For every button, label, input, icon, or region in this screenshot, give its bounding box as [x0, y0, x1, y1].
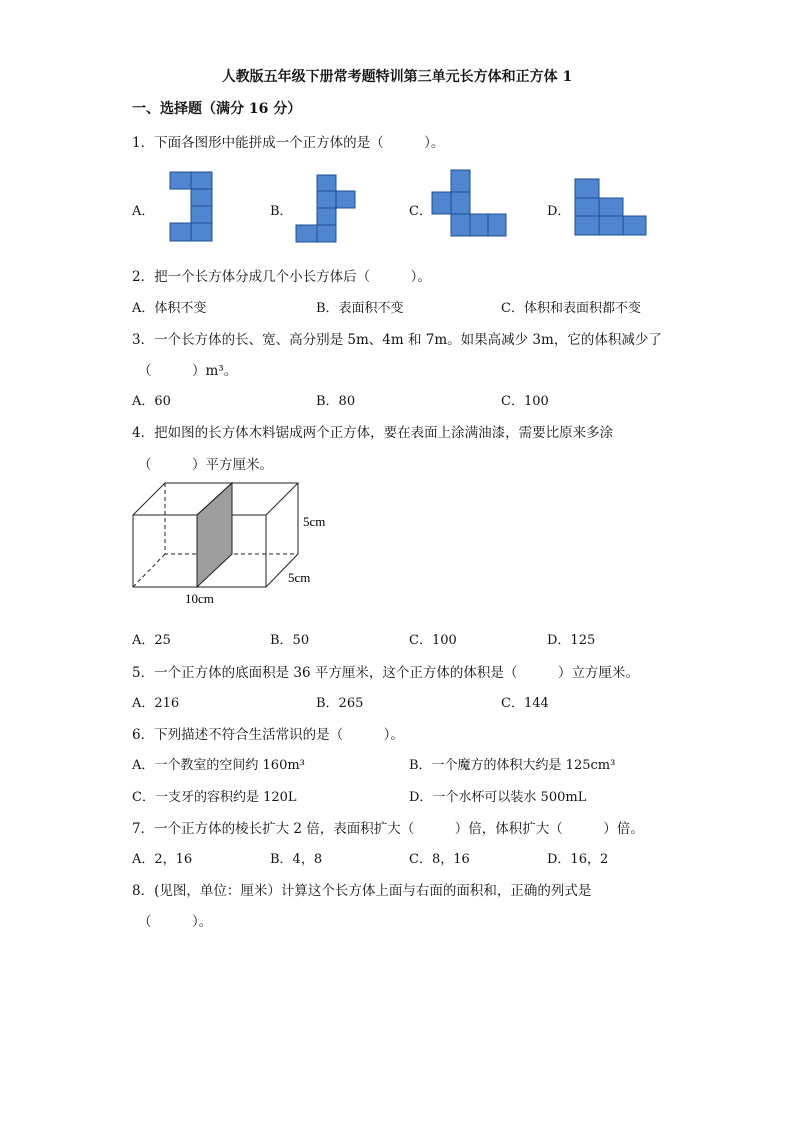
net-b-cell	[317, 175, 336, 191]
net-d-cell	[575, 198, 599, 216]
net-a-cell	[191, 223, 212, 241]
q1-net-d	[575, 179, 649, 239]
section-heading: 一、选择题（满分 16 分）	[132, 101, 302, 117]
question-3-text-line1: 3．一个长方体的长、宽、高分别是 5m、4m 和 7m。如果高减少 3m，它的体积减少了	[132, 332, 662, 348]
q5-option-a[interactable]: A．216	[132, 696, 180, 711]
net-d-cell	[599, 198, 623, 216]
q5-option-b[interactable]: B．265	[316, 696, 364, 711]
net-b-cell	[336, 191, 355, 208]
net-c-cell	[432, 192, 451, 214]
net-a-cell	[170, 223, 191, 241]
q6-option-a[interactable]: A．一个教室的空间约 160m³	[132, 758, 305, 773]
q5-option-c[interactable]: C．144	[501, 696, 549, 711]
q6-option-b[interactable]: B．一个魔方的体积大约是 125cm³	[409, 758, 616, 773]
q1-option-a-label[interactable]: A．	[132, 204, 155, 219]
length-label: 10cm	[185, 591, 214, 606]
net-c-cell	[451, 192, 470, 214]
q7-option-a[interactable]: A．2，16	[132, 852, 193, 867]
q2-option-c[interactable]: C．体积和表面积都不变	[501, 301, 641, 316]
net-c-cell	[470, 214, 488, 236]
q2-option-a[interactable]: A．体积不变	[132, 301, 207, 316]
q2-option-b[interactable]: B．表面积不变	[316, 301, 404, 316]
q6-option-d[interactable]: D．一个水杯可以装水 500mL	[409, 790, 587, 805]
net-a-cell	[191, 206, 212, 223]
q4-option-b[interactable]: B．50	[270, 633, 310, 648]
net-c-cell	[488, 214, 506, 236]
net-d-cell	[575, 179, 599, 198]
net-a-cell	[191, 189, 212, 206]
question-2-text: 2．把一个长方体分成几个小长方体后（ ）。	[132, 269, 431, 285]
q7-option-b[interactable]: B．4，8	[270, 852, 323, 867]
q1-option-b-label[interactable]: B．	[270, 204, 293, 219]
q7-option-c[interactable]: C．8，16	[409, 852, 470, 867]
net-b-cell	[317, 225, 336, 242]
cuboid-figure	[128, 478, 348, 613]
net-a-cell	[170, 172, 191, 189]
question-5-text: 5．一个正方体的底面积是 36 平方厘米，这个正方体的体积是（ ）立方厘米。	[132, 665, 639, 681]
q4-option-d[interactable]: D．125	[547, 633, 596, 648]
net-b-cell	[317, 191, 336, 208]
q1-net-b	[296, 175, 358, 245]
q1-net-c	[432, 170, 510, 240]
q1-option-c-label[interactable]: C．	[409, 204, 432, 219]
net-b-cell	[317, 208, 336, 225]
net-d-cell	[599, 216, 623, 235]
cuboid-hidden-edge-diagonal	[133, 554, 165, 587]
question-7-text: 7．一个正方体的棱长扩大 2 倍，表面积扩大（ ）倍，体积扩大（ ）倍。	[132, 821, 644, 837]
q7-option-d[interactable]: D．16，2	[547, 852, 609, 867]
question-4-text-line2: （ ）平方厘米。	[138, 457, 273, 473]
question-8-text-line2: （ ）。	[138, 914, 213, 930]
q3-option-a[interactable]: A．60	[132, 394, 171, 409]
question-8-text-line1: 8．(见图，单位：厘米）计算这个长方体上面与右面的面积和，正确的列式是	[132, 883, 592, 899]
q3-option-c[interactable]: C．100	[501, 394, 549, 409]
net-c-cell	[451, 214, 470, 236]
question-6-text: 6．下列描述不符合生活常识的是（ ）。	[132, 727, 404, 743]
q3-option-b[interactable]: B．80	[316, 394, 356, 409]
net-a-cell	[191, 172, 212, 189]
net-d-cell	[575, 216, 599, 235]
page-title: 人教版五年级下册常考题特训第三单元长方体和正方体 1	[221, 69, 573, 85]
height-label: 5cm	[303, 514, 326, 529]
net-d-cell	[623, 216, 646, 235]
question-1-text: 1．下面各图形中能拼成一个正方体的是（ ）。	[132, 135, 445, 151]
q1-option-d-label[interactable]: D．	[547, 204, 571, 219]
net-b-cell	[296, 225, 317, 242]
q6-option-c[interactable]: C．一支牙的容积约是 120L	[132, 790, 297, 805]
question-3-text-line2: （ ）m³。	[138, 363, 238, 379]
q4-option-c[interactable]: C．100	[409, 633, 457, 648]
q1-net-a	[170, 172, 214, 244]
width-label: 5cm	[288, 570, 311, 585]
net-c-cell	[451, 170, 470, 192]
question-4-text-line1: 4．把如图的长方体木料锯成两个正方体，要在表面上涂满油漆，需要比原来多涂	[132, 425, 614, 441]
q4-option-a[interactable]: A．25	[132, 633, 171, 648]
